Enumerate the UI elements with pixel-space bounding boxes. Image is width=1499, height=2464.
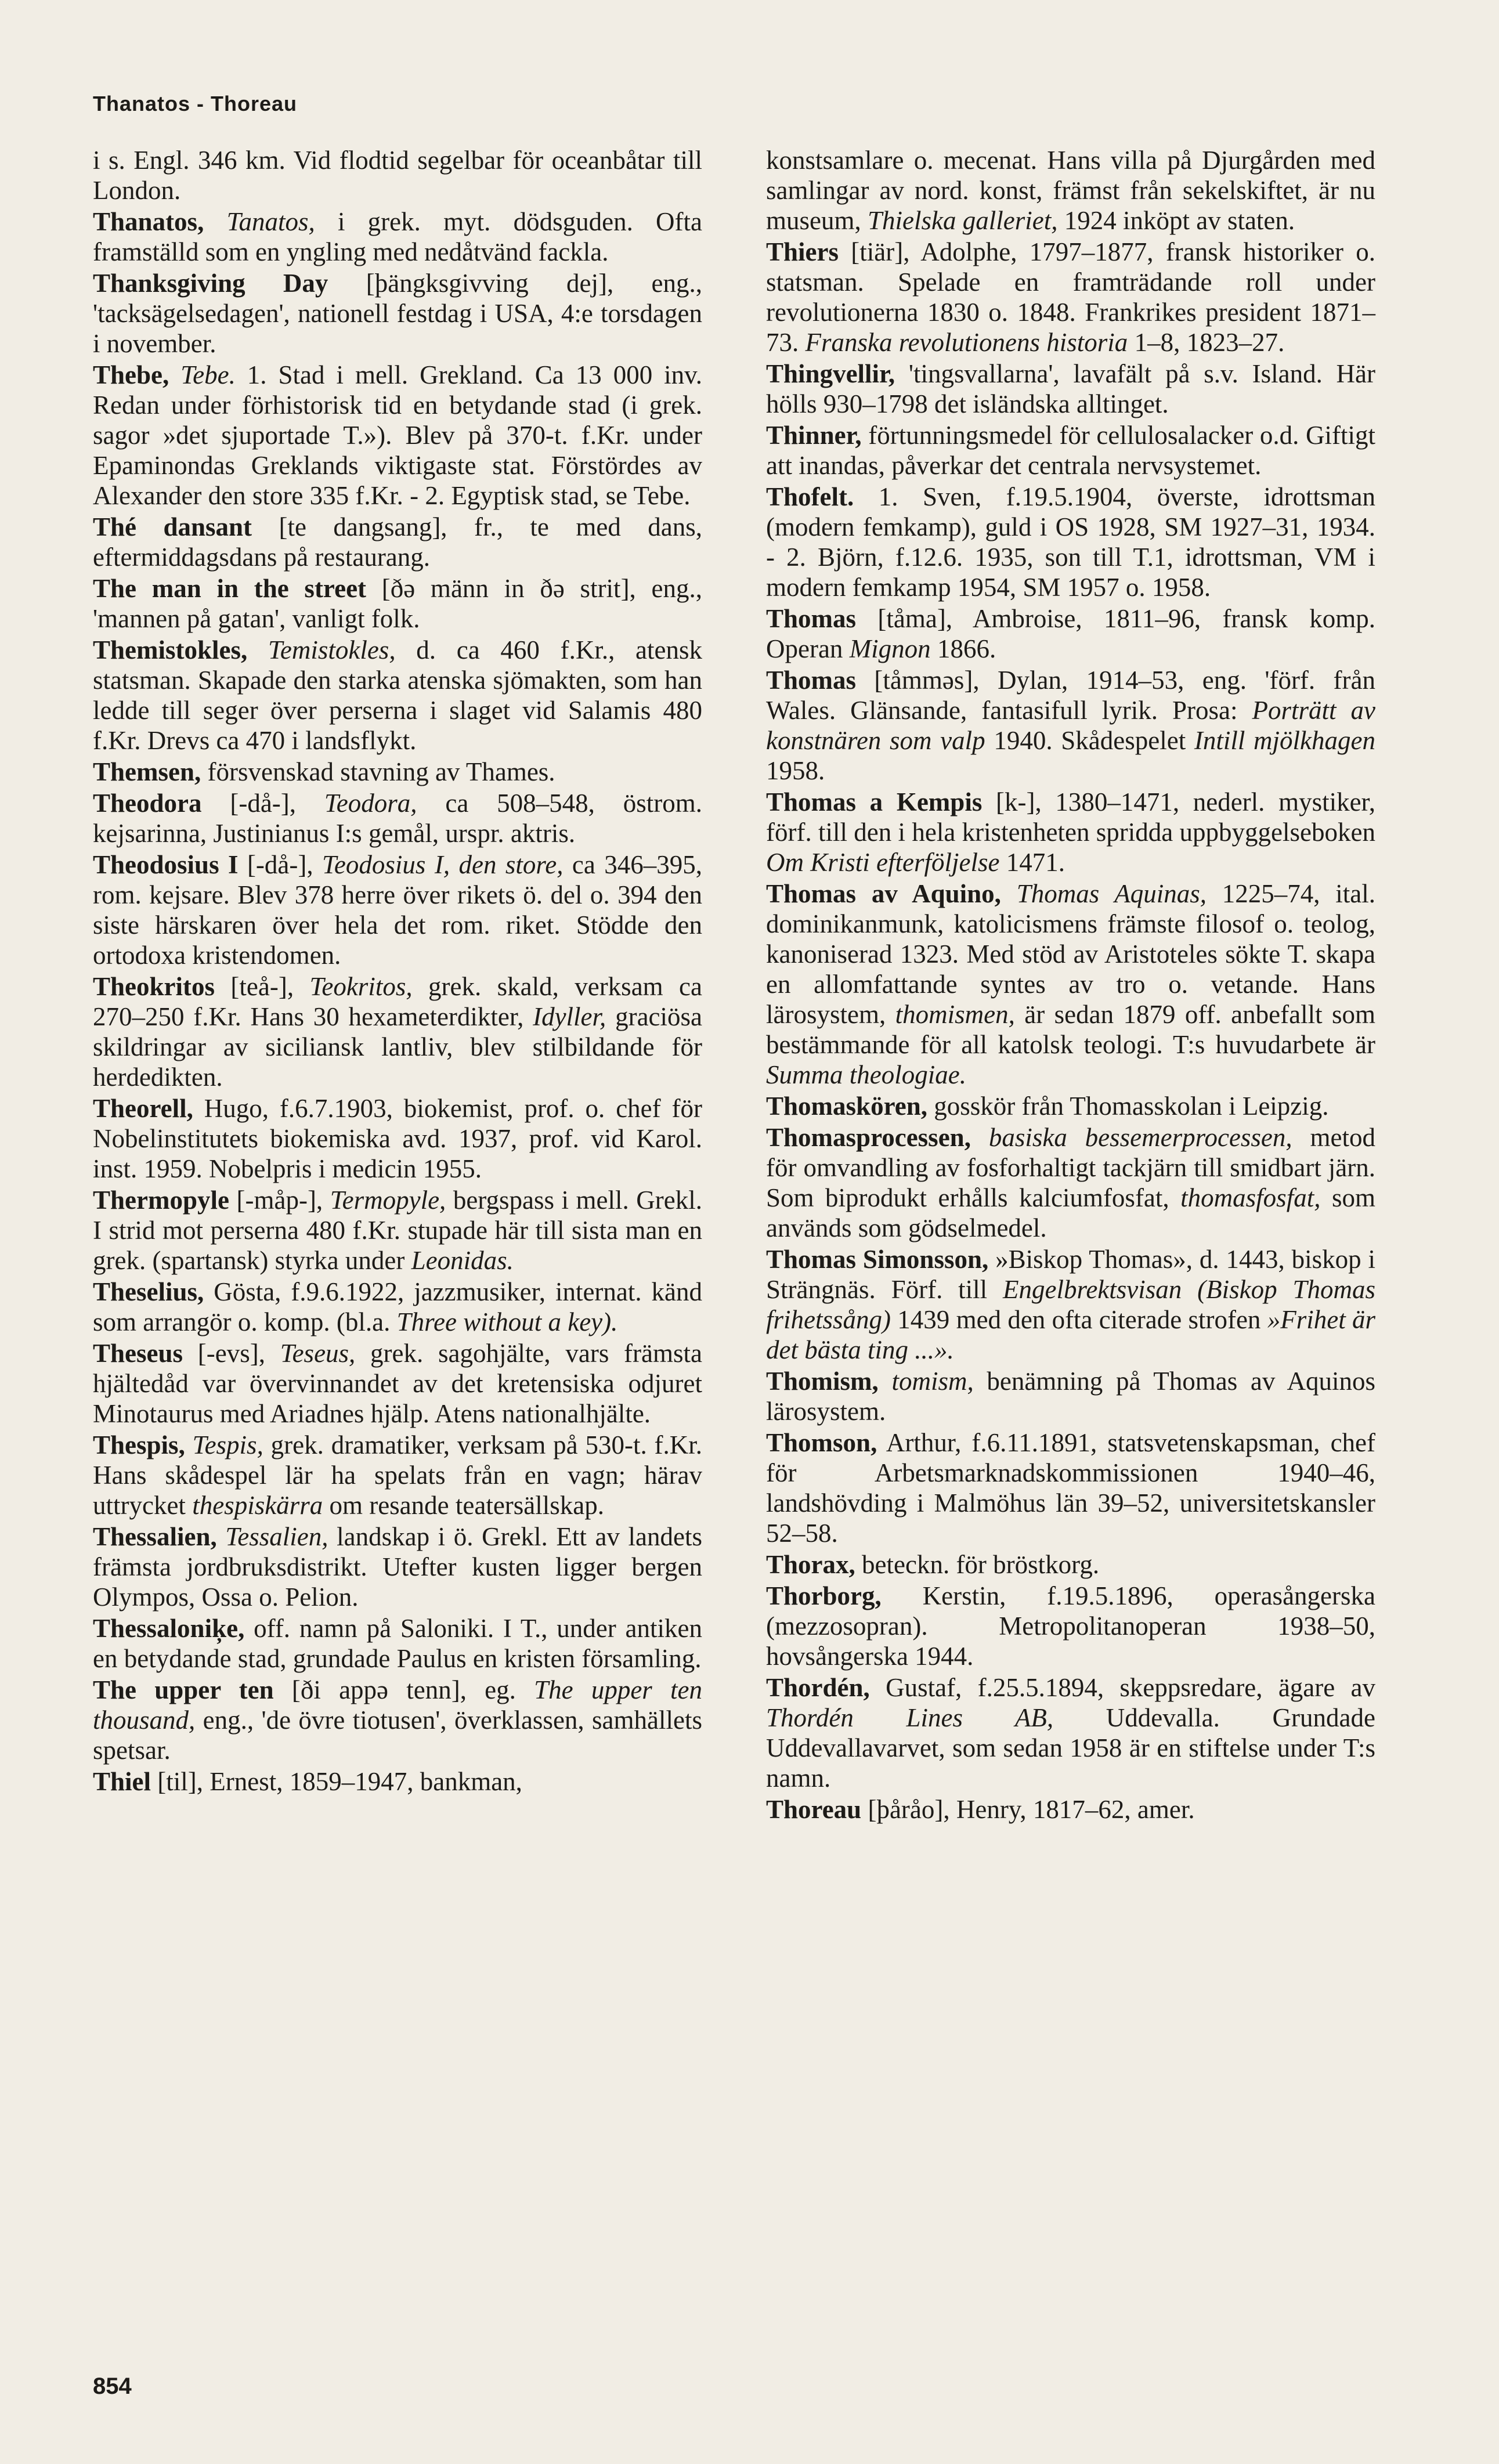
entry-text: grek. skald, verksam ca 270–250 f.Kr. Hans 30 hexameterdikter, bbox=[93, 972, 703, 1031]
entry-headword: The man in the street bbox=[93, 574, 367, 603]
entry-headword: Thessalien, bbox=[93, 1522, 217, 1551]
dictionary-entry bbox=[766, 359, 1375, 419]
entry-text: gosskör från Thomasskolan i Leipzig. bbox=[927, 1092, 1329, 1121]
entry-italic-text: Thordén Lines AB, bbox=[766, 1703, 1054, 1732]
entry-headword: Thorax, bbox=[766, 1550, 855, 1579]
entry-headword: Themsen, bbox=[93, 757, 201, 786]
entry-italic-text: Franska revolutionens historia bbox=[805, 328, 1128, 357]
dictionary-entry bbox=[93, 1093, 702, 1184]
entry-headword: Theodora bbox=[93, 789, 202, 818]
entry-text: eng., 'de övre tiotusen', överklassen, samhällets spetsar. bbox=[93, 1706, 702, 1765]
entry-headword: Thebe, bbox=[93, 360, 169, 389]
entry-text: [-då-], bbox=[238, 850, 323, 879]
entry-text bbox=[247, 635, 268, 664]
entry-headword: Thanatos, bbox=[93, 207, 204, 236]
entry-headword: Thordén, bbox=[766, 1673, 870, 1702]
entry-text: i grek. myt. dödsguden. Ofta framställd som en yngling med nedåtvänd fackla. bbox=[93, 207, 703, 266]
entry-text: grek. sagohjälte, vars främsta hjältedåd var övervinnandet av det kretensiska odjuret Minotaurus med Ariadnes hjälp. Atens nationalhjälte. bbox=[93, 1339, 702, 1428]
dictionary-entry bbox=[766, 1428, 1375, 1548]
entry-text: 1958. bbox=[766, 756, 825, 785]
entry-italic-text: Summa theologiae. bbox=[766, 1060, 966, 1089]
entry-text bbox=[217, 1522, 226, 1551]
entry-headword: Theodosius I bbox=[93, 850, 239, 879]
dictionary-entry bbox=[93, 207, 702, 267]
dictionary-entry bbox=[93, 573, 702, 634]
dictionary-entry bbox=[93, 1430, 702, 1520]
entry-headword: Thé dansant bbox=[93, 512, 252, 541]
dictionary-entry bbox=[766, 1366, 1375, 1426]
entry-headword: Thoreau bbox=[766, 1795, 862, 1824]
entry-headword: Thorborg, bbox=[766, 1581, 882, 1610]
entry-italic-text: Tessalien, bbox=[225, 1522, 328, 1551]
entry-italic-text: Teodosius I, den store, bbox=[322, 850, 564, 879]
dictionary-entry bbox=[93, 1522, 702, 1612]
entry-text: [-evs], bbox=[183, 1339, 280, 1368]
entry-italic-text: Thomas Aquinas, bbox=[1016, 879, 1207, 908]
entry-text bbox=[879, 1367, 892, 1396]
entry-text: [tiär], Adolphe, 1797–1877, fransk historiker o. statsman. Spelade en framträdande roll under revolutionerna 1830 o. 1848. Frankrikes president 1871–73. bbox=[766, 237, 1375, 357]
entry-headword: Thanksgiving Day bbox=[93, 269, 328, 298]
page-number: 854 bbox=[93, 2373, 132, 2399]
entry-text: är sedan 1879 off. anbefallt som bestämmande för all katolsk teologi. T:s huvudarbete är bbox=[766, 1000, 1375, 1059]
running-head: Thanatos - Thoreau bbox=[93, 92, 298, 115]
entry-headword: Theorell, bbox=[93, 1094, 193, 1123]
entry-headword: Thessaloniķe, bbox=[93, 1614, 245, 1643]
entry-italic-text: Teokritos, bbox=[309, 972, 413, 1001]
dictionary-entry bbox=[93, 268, 702, 359]
entry-text: ca 508–548, östrom. kejsarinna, Justinianus I:s gemål, urspr. aktris. bbox=[93, 789, 702, 848]
entry-text: [ði appə tenn], eg. bbox=[273, 1675, 534, 1704]
entry-text: 1. Sven, f.19.5.1904, överste, idrottsman (modern femkamp), guld i OS 1928, SM 1927–31, 1934. - 2. Björn, f.12.6. 1935, son till T.1, idrottsman, VM i modern femkamp 1954, SM 1957 o. 1958. bbox=[766, 482, 1375, 602]
entry-italic-text: thomismen, bbox=[895, 1000, 1015, 1029]
entry-italic-text: Porträtt av konstnären som valp bbox=[766, 696, 1375, 755]
entry-text: 1225–74, ital. dominikanmunk, katolicismens främste filosof o. teolog, kanoniserad 1323. Med stöd av Aristoteles sökte T. skapa en allomfattande syntes av tro o. vetande. Hans lärosystem, bbox=[766, 879, 1375, 1029]
dictionary-entry bbox=[766, 1549, 1375, 1580]
entry-text: 1–8, 1823–27. bbox=[1128, 328, 1285, 357]
entry-italic-text: »Frihet är det bästa ting ...». bbox=[766, 1305, 1375, 1364]
dictionary-entry bbox=[766, 145, 1375, 236]
entry-text: [til], Ernest, 1859–1947, bankman, bbox=[151, 1767, 522, 1796]
dictionary-entry bbox=[766, 1091, 1375, 1121]
entry-text bbox=[185, 1430, 193, 1459]
entry-headword: Thomasprocessen, bbox=[766, 1123, 971, 1152]
dictionary-entry bbox=[93, 1675, 702, 1765]
entry-text: [-då-], bbox=[201, 789, 324, 818]
right-column bbox=[766, 145, 1375, 1826]
entry-headword: Thomas bbox=[766, 666, 857, 695]
dictionary-entry bbox=[766, 787, 1375, 877]
entry-text: om resande teatersällskap. bbox=[323, 1491, 605, 1520]
entry-italic-text: Three without a key). bbox=[396, 1307, 618, 1336]
entry-text: förtunningsmedel för cellulosalacker o.d. Giftigt att inandas, påverkar det centrala nervsystemet. bbox=[766, 421, 1375, 480]
entry-text: försvenskad stavning av Thames. bbox=[201, 757, 555, 786]
entry-headword: Theokritos bbox=[93, 972, 215, 1001]
entry-text: [þåråo], Henry, 1817–62, amer. bbox=[861, 1795, 1195, 1824]
entry-headword: Theseus bbox=[93, 1339, 183, 1368]
entry-italic-text: Tespis, bbox=[192, 1430, 263, 1459]
dictionary-entry bbox=[93, 145, 702, 205]
entry-text: [te dangsang], fr., te med dans, eftermiddagsdans på restaurang. bbox=[93, 512, 702, 572]
entry-text: [þängksgivving dej], eng., 'tacksägelsedagen', nationell festdag i USA, 4:e torsdagen i november. bbox=[93, 269, 702, 358]
dictionary-entry bbox=[766, 482, 1375, 602]
entry-text: 1940. Skådespelet bbox=[985, 726, 1194, 755]
dictionary-entry bbox=[93, 1185, 702, 1276]
entry-headword: Thomas av Aquino, bbox=[766, 879, 1001, 908]
entry-headword: Thomaskören, bbox=[766, 1092, 927, 1121]
entry-italic-text: thomasfosfat, bbox=[1180, 1183, 1321, 1212]
entry-text: ca 346–395, rom. kejsare. Blev 378 herre över rikets ö. del o. 394 den siste härskaren över hela det rom. riket. Stödde den ortodoxa kristendomen. bbox=[93, 850, 702, 970]
entry-headword: Thomas bbox=[766, 604, 857, 633]
dictionary-entry bbox=[93, 1613, 702, 1674]
dictionary-entry bbox=[93, 788, 702, 848]
dictionary-entry bbox=[93, 757, 702, 787]
entry-text bbox=[169, 360, 180, 389]
entry-italic-text: Leonidas. bbox=[411, 1246, 514, 1275]
dictionary-entry bbox=[766, 237, 1375, 357]
entry-italic-text: Om Kristi efterföljelse bbox=[766, 848, 1000, 877]
entry-text: 1. Stad i mell. Grekland. Ca 13 000 inv. Redan under förhistorisk tid en betydande stad (i grek. sagor »det sjuportade T.»). Blev på 370-t. f.Kr. under Epaminondas Greklands viktigaste stat. Förstördes av Alexander den store 335 f.Kr. - 2. Egyptisk stad, se Tebe. bbox=[93, 360, 702, 510]
dictionary-entry bbox=[93, 360, 702, 511]
entry-text: Hugo, f.6.7.1903, biokemist, prof. o. chef för Nobelinstitutets biokemiska avd. 1937, prof. vid Karol. inst. 1959. Nobelpris i medicin 1955. bbox=[93, 1094, 702, 1183]
entry-text: [ðə männ in ðə strit], eng., 'mannen på gatan', vanligt folk. bbox=[93, 574, 702, 633]
entry-text: Arthur, f.6.11.1891, statsvetenskapsman, chef för Arbetsmarknadskommissionen 1940–46, landshövding i Malmöhus län 39–52, universitetskansler 52–58. bbox=[766, 1428, 1375, 1548]
entry-italic-text: Intill mjölkhagen bbox=[1194, 726, 1375, 755]
entry-text: [tåmməs], Dylan, 1914–53, eng. 'förf. från Wales. Glänsande, fantasifull lyrik. Prosa: bbox=[766, 666, 1375, 725]
entry-text bbox=[971, 1123, 989, 1152]
entry-text: bergspass i mell. Grekl. I strid mot perserna 480 f.Kr. stupade här till sista man en grek. (spartansk) styrka under bbox=[93, 1186, 702, 1275]
entry-italic-text: Thielska galleriet, bbox=[868, 206, 1058, 235]
entry-text: d. ca 460 f.Kr., atensk statsman. Skapade den starka atenska sjömakten, som han ledde till seger över perserna i slaget vid Salamis 480 f.Kr. Drevs ca 470 i landsflykt. bbox=[93, 635, 702, 755]
entry-text: konstsamlare o. mecenat. Hans villa på Djurgården med samlingar av nord. konst, främst från sekelskiftet, är nu museum, bbox=[766, 146, 1375, 235]
entry-text: [tåma], Ambroise, 1811–96, fransk komp. Operan bbox=[766, 604, 1375, 663]
entry-text: Gösta, f.9.6.1922, jazzmusiker, internat. känd som arrangör o. komp. (bl.a. bbox=[93, 1277, 702, 1336]
entry-text bbox=[1001, 879, 1017, 908]
entry-italic-text: The upper ten thousand, bbox=[93, 1675, 703, 1735]
entry-text: 1924 inköpt av staten. bbox=[1057, 206, 1295, 235]
entry-italic-text: Engelbrektsvisan (Biskop Thomas frihetssång) bbox=[766, 1275, 1375, 1334]
dictionary-entry bbox=[93, 850, 702, 970]
entry-italic-text: Tanatos, bbox=[226, 207, 315, 236]
entry-italic-text: Teodora, bbox=[324, 789, 417, 818]
dictionary-entry bbox=[93, 1338, 702, 1429]
entry-text: benämning på Thomas av Aquinos lärosystem. bbox=[766, 1367, 1376, 1426]
dictionary-entry bbox=[766, 420, 1375, 480]
entry-text: 1866. bbox=[930, 634, 996, 663]
entry-italic-text: Tebe. bbox=[180, 360, 236, 389]
entry-headword: Thermopyle bbox=[93, 1186, 229, 1215]
entry-text: 1471. bbox=[999, 848, 1065, 877]
entry-text: [-måp-], bbox=[229, 1186, 330, 1215]
entry-headword: Thomism, bbox=[766, 1367, 879, 1396]
entry-headword: Thiers bbox=[766, 237, 839, 266]
entry-headword: Themistokles, bbox=[93, 635, 248, 664]
entry-text: landskap i ö. Grekl. Ett av landets främsta jordbruksdistrikt. Utefter kusten ligger bergen Olympos, Ossa o. Pelion. bbox=[93, 1522, 702, 1612]
entry-text: Uddevalla. Grundade Uddevallavarvet, som sedan 1958 är en stiftelse under T:s namn. bbox=[766, 1703, 1375, 1793]
dictionary-entry bbox=[93, 971, 702, 1092]
entry-text: 'tingsvallarna', lavafält på s.v. Island. Här hölls 930–1798 det isländska alltinget. bbox=[766, 359, 1375, 418]
dictionary-entry bbox=[766, 1122, 1375, 1243]
entry-headword: Thofelt. bbox=[766, 482, 854, 511]
entry-text: »Biskop Thomas», d. 1443, biskop i Strängnäs. Förf. till bbox=[766, 1245, 1375, 1304]
entry-text: graciösa skildringar av siciliansk lantliv, blev stilbildande för herdedikten. bbox=[93, 1002, 702, 1092]
left-column bbox=[93, 145, 702, 1798]
dictionary-entry bbox=[766, 1244, 1375, 1365]
entry-italic-text: Temistokles, bbox=[268, 635, 396, 664]
entry-italic-text: Idyller, bbox=[533, 1002, 606, 1031]
entry-headword: Thomas a Kempis bbox=[766, 787, 983, 816]
entry-text: grek. dramatiker, verksam på 530-t. f.Kr. Hans skådespel lär ha spelats från en vagn; härav uttrycket bbox=[93, 1430, 703, 1520]
entry-italic-text: thespiskärra bbox=[192, 1491, 323, 1520]
entry-headword: The upper ten bbox=[93, 1675, 274, 1704]
dictionary-entry bbox=[766, 665, 1375, 786]
entry-italic-text: Termopyle, bbox=[330, 1186, 446, 1215]
entry-headword: Thiel bbox=[93, 1767, 151, 1796]
entry-text: Kerstin, f.19.5.1896, operasångerska (mezzosopran). Metropolitanoperan 1938–50, hovsångerska 1944. bbox=[766, 1581, 1375, 1671]
entry-text: beteckn. för bröstkorg. bbox=[855, 1550, 1100, 1579]
entry-text: off. namn på Saloniki. I T., under antiken en betydande stad, grundade Paulus en kristen församling. bbox=[93, 1614, 702, 1673]
dictionary-entry bbox=[93, 1766, 702, 1797]
entry-italic-text: Mignon bbox=[849, 634, 931, 663]
entry-italic-text: tomism, bbox=[891, 1367, 974, 1396]
dictionary-entry bbox=[766, 1672, 1375, 1793]
entry-headword: Thespis, bbox=[93, 1430, 185, 1459]
entry-text: [k-], 1380–1471, nederl. mystiker, förf. till den i hela kristenheten spridda uppbyggelseboken bbox=[766, 787, 1375, 847]
entry-italic-text: basiska bessemerprocessen, bbox=[988, 1123, 1292, 1152]
dictionary-entry bbox=[93, 1277, 702, 1337]
dictionary-entry bbox=[766, 604, 1375, 664]
dictionary-entry bbox=[93, 635, 702, 756]
entry-headword: Thomas Simonsson, bbox=[766, 1245, 989, 1274]
entry-text: [teå-], bbox=[215, 972, 310, 1001]
entry-italic-text: Teseus, bbox=[280, 1339, 356, 1368]
entry-text: som används som gödselmedel. bbox=[766, 1183, 1375, 1242]
entry-text: i s. Engl. 346 km. Vid flodtid segelbar för oceanbåtar till London. bbox=[93, 146, 702, 205]
entry-text: 1439 med den ofta citerade strofen bbox=[891, 1305, 1267, 1334]
dictionary-entry bbox=[766, 879, 1375, 1090]
dictionary-entry bbox=[766, 1794, 1375, 1824]
entry-headword: Thomson, bbox=[766, 1428, 877, 1457]
entry-headword: Thinner, bbox=[766, 421, 862, 450]
entry-text bbox=[204, 207, 226, 236]
dictionary-entry bbox=[93, 512, 702, 572]
entry-headword: Theselius, bbox=[93, 1277, 204, 1306]
entry-text: metod för omvandling av fosforhaltigt tackjärn till smidbart järn. Som biprodukt erhålls kalciumfosfat, bbox=[766, 1123, 1376, 1212]
dictionary-entry bbox=[766, 1581, 1375, 1671]
entry-headword: Thingvellir, bbox=[766, 359, 895, 388]
entry-text: Gustaf, f.25.5.1894, skeppsredare, ägare av bbox=[869, 1673, 1375, 1702]
